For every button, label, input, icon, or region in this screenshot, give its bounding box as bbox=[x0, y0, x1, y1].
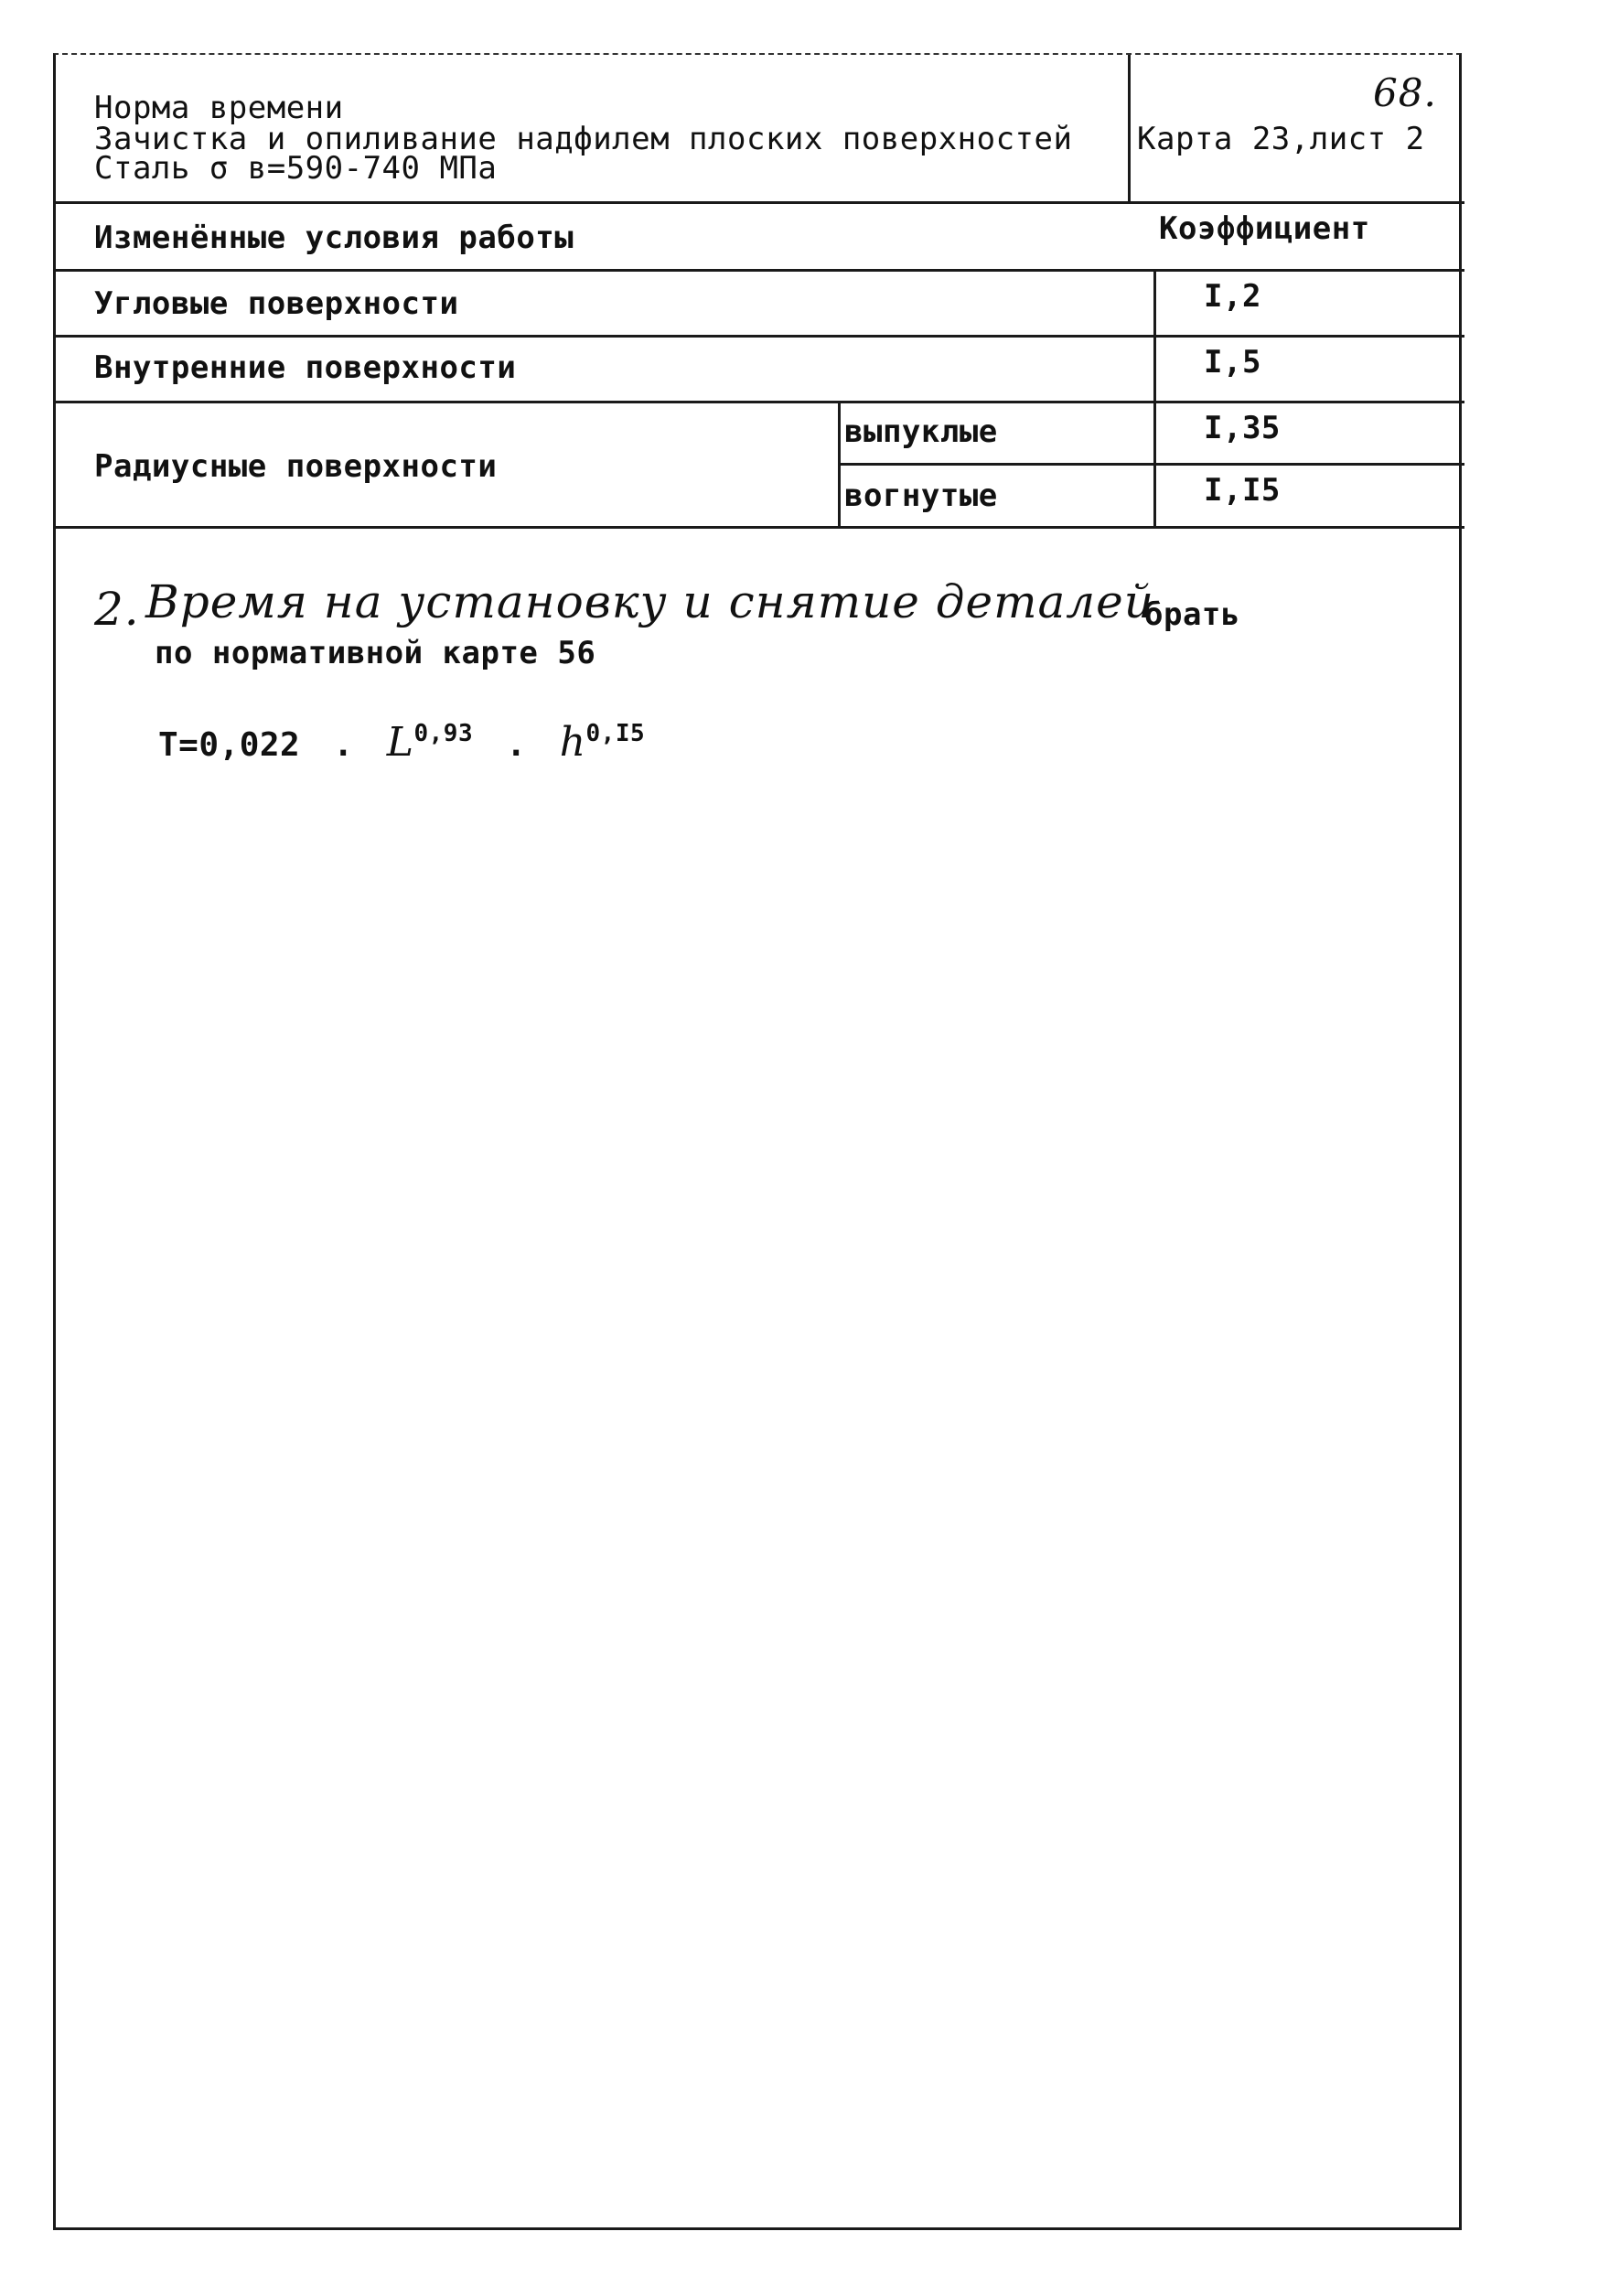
formula-dot-1: . bbox=[333, 726, 354, 764]
header-divider bbox=[1128, 55, 1131, 201]
page-number-handwritten: 68. bbox=[1373, 70, 1437, 115]
row-condition-angular: Угловые поверхности bbox=[94, 285, 459, 322]
formula-prefix: T=0,022 bbox=[158, 726, 301, 764]
document-sheet bbox=[53, 53, 1462, 2230]
rule-row2-bottom bbox=[56, 401, 1464, 403]
formula bbox=[158, 715, 645, 764]
formula-exp-1: 0,93 bbox=[413, 720, 474, 747]
note2-typed-end: брать bbox=[1144, 596, 1240, 633]
col-header-conditions: Изменённые условия работы bbox=[94, 220, 574, 256]
card-number: Карта 23,лист 2 bbox=[1137, 121, 1425, 157]
rule-header-bottom bbox=[56, 201, 1464, 204]
formula-var-l: L bbox=[386, 719, 414, 766]
row-coef-concave: I,I5 bbox=[1204, 472, 1281, 509]
rule-colhead-bottom bbox=[56, 269, 1464, 272]
formula-dot-2: . bbox=[506, 726, 527, 764]
header-title-line2: Зачистка и опиливание надфилем плоских поверхностей bbox=[94, 121, 1073, 157]
formula-exp-2: 0,I5 bbox=[585, 720, 646, 747]
row-subtype-convex: выпуклые bbox=[844, 413, 998, 450]
header-title-line1: Норма времени bbox=[94, 90, 344, 126]
note2-handwritten-text: Время на установку и снятие деталей bbox=[145, 575, 1154, 628]
header-title-block bbox=[56, 55, 1135, 201]
formula-var-h: h bbox=[559, 719, 586, 766]
note2-number: 2. bbox=[94, 583, 140, 636]
row-coef-angular: I,2 bbox=[1204, 278, 1261, 315]
rule-subrow-middle bbox=[838, 463, 1464, 466]
row-subtype-concave: вогнутые bbox=[844, 477, 998, 514]
coef-col-divider bbox=[1153, 269, 1156, 526]
col-header-coefficient: Коэффициент bbox=[1159, 210, 1370, 247]
note2-line2: по нормативной карте 56 bbox=[155, 635, 596, 671]
row-condition-internal: Внутренние поверхности bbox=[94, 349, 517, 386]
subtype-col-divider bbox=[838, 401, 841, 526]
row-condition-radius: Радиусные поверхности bbox=[94, 448, 498, 485]
rule-table-bottom bbox=[56, 526, 1464, 529]
row-coef-internal: I,5 bbox=[1204, 344, 1261, 381]
row-coef-convex: I,35 bbox=[1204, 410, 1281, 446]
header-title-line3: Сталь σ в=590-740 МПа bbox=[94, 150, 498, 187]
rule-row1-bottom bbox=[56, 335, 1464, 338]
